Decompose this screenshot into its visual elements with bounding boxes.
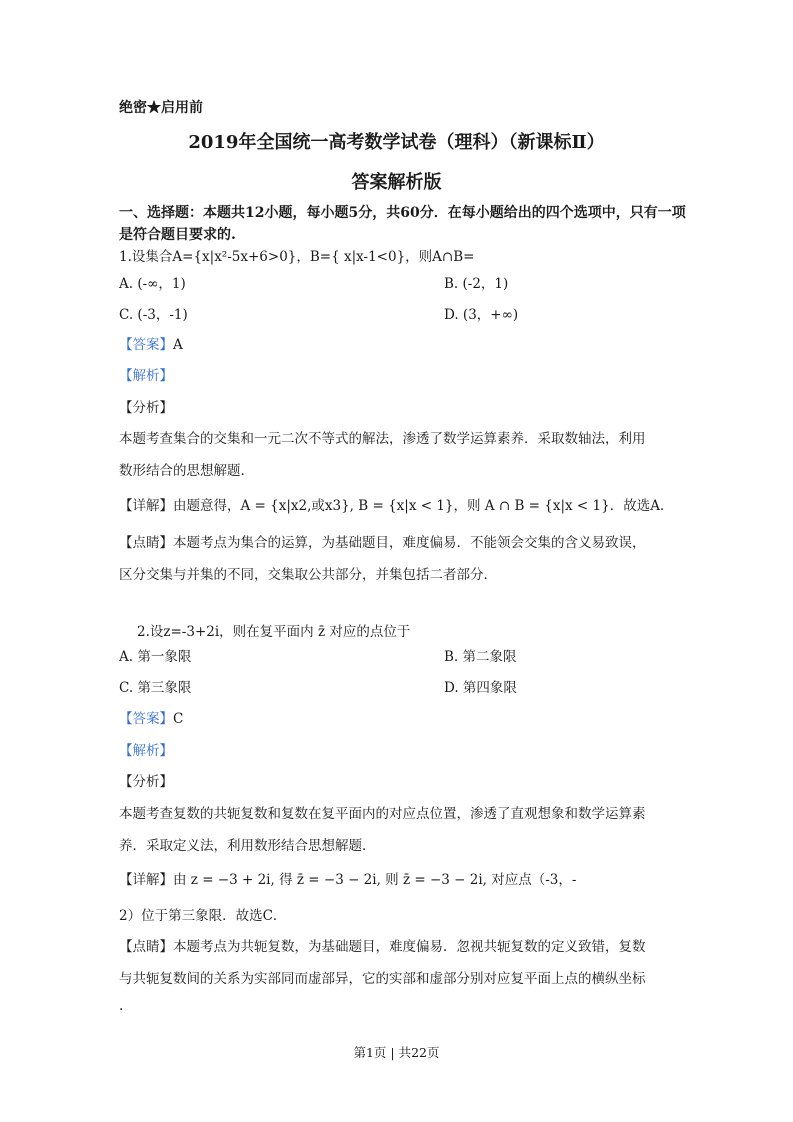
q2-option-d: D. 第四象限 xyxy=(444,680,517,696)
q1-option-d: D. (3，+∞) xyxy=(444,307,519,323)
section-heading-line1: 一、选择题：本题共12小题，每小题5分，共60分．在每小题给出的四个选项中，只有一项 xyxy=(119,205,686,221)
q1-comment-line1 xyxy=(119,531,646,551)
q1-comment-line2: 区分交集与并集的不同，交集取公共部分，并集包括二者部分． xyxy=(119,567,497,583)
q1-fenxi-line1: 本题考查集合的交集和一元二次不等式的解法，渗透了数学运算素养．采取数轴法，利用 xyxy=(119,431,646,447)
q1-option-a: A. (-∞，1) xyxy=(119,276,186,292)
section-heading-line2: 是符合题目要求的. xyxy=(119,227,236,243)
exam-subtitle: 答案解析版 xyxy=(351,172,442,193)
q2-comment-line2: 与共轭复数间的关系为实部同而虚部异，它的实部和虚部分别对应复平面上点的横纵坐标 xyxy=(119,971,646,987)
q1-detail-tag: 【详解】 xyxy=(119,498,173,514)
q2-fenxi-line2: 养．采取定义法，利用数形结合思想解题． xyxy=(119,838,376,854)
q1-answer-line xyxy=(119,333,183,353)
q2-detail-tag: 【详解】 xyxy=(119,872,173,888)
q2-answer-value: C xyxy=(173,711,184,727)
q2-stem: 2.设z=-3+2i，则在复平面内 z̄ 对应的点位于 xyxy=(137,624,411,640)
q1-option-b: B. (-2，1) xyxy=(444,276,509,292)
q1-answer-value: A xyxy=(173,337,183,353)
q1-comment-text: 本题考点为集合的运算，为基础题目，难度偏易．不能领会交集的含义易致误， xyxy=(173,535,646,551)
q2-comment-text: 本题考点为共轭复数，为基础题目，难度偏易．忽视共轭复数的定义致错，复数 xyxy=(173,939,646,955)
q2-fenxi-line1: 本题考查复数的共轭复数和复数在复平面内的对应点位置，渗透了直观想象和数学运算素 xyxy=(119,806,646,822)
q2-comment-line1 xyxy=(119,935,646,955)
q2-comment-line3: . xyxy=(119,998,124,1014)
q2-detail-line xyxy=(119,868,576,888)
q1-stem: 1.设集合A={x|x²-5x+6>0}，B={ x|x-1<0}，则A∩B= xyxy=(119,249,475,265)
q2-option-a: A. 第一象限 xyxy=(119,649,192,665)
q2-comment-tag: 【点睛】 xyxy=(119,939,173,955)
q1-answer-tag: 【答案】 xyxy=(119,337,173,353)
q1-fenxi-tag: 【分析】 xyxy=(119,400,173,416)
q2-option-b: B. 第二象限 xyxy=(444,649,517,665)
q1-option-c: C. (-3，-1) xyxy=(119,307,188,323)
q2-option-c: C. 第三象限 xyxy=(119,680,192,696)
q1-detail-line xyxy=(119,494,673,514)
q2-answer-tag: 【答案】 xyxy=(119,711,173,727)
q2-analysis-tag: 【解析】 xyxy=(119,743,173,759)
secret-label: 绝密★启用前 xyxy=(119,100,203,116)
q1-analysis-tag: 【解析】 xyxy=(119,368,173,384)
q1-fenxi-line2: 数形结合的思想解题． xyxy=(119,463,254,479)
q2-fenxi-tag: 【分析】 xyxy=(119,774,173,790)
page-footer: 第1页 | 共22页 xyxy=(353,1045,440,1060)
q2-detail-text: 由 z = −3 + 2i, 得 z̄ = −3 − 2i, 则 z̄ = −3 − 2i, 对应点（-3，- xyxy=(173,872,577,888)
q1-detail-text: 由题意得，A = {x|x2,或x3}, B = {x|x < 1}，则 A ∩ B = {x|x < 1}．故选A． xyxy=(173,498,674,514)
q2-answer-line xyxy=(119,707,183,727)
q1-comment-tag: 【点睛】 xyxy=(119,535,173,551)
q2-detail-line2: 2）位于第三象限．故选C． xyxy=(119,908,287,924)
exam-title: 2019年全国统一高考数学试卷（理科）（新课标Ⅱ） xyxy=(188,132,605,153)
